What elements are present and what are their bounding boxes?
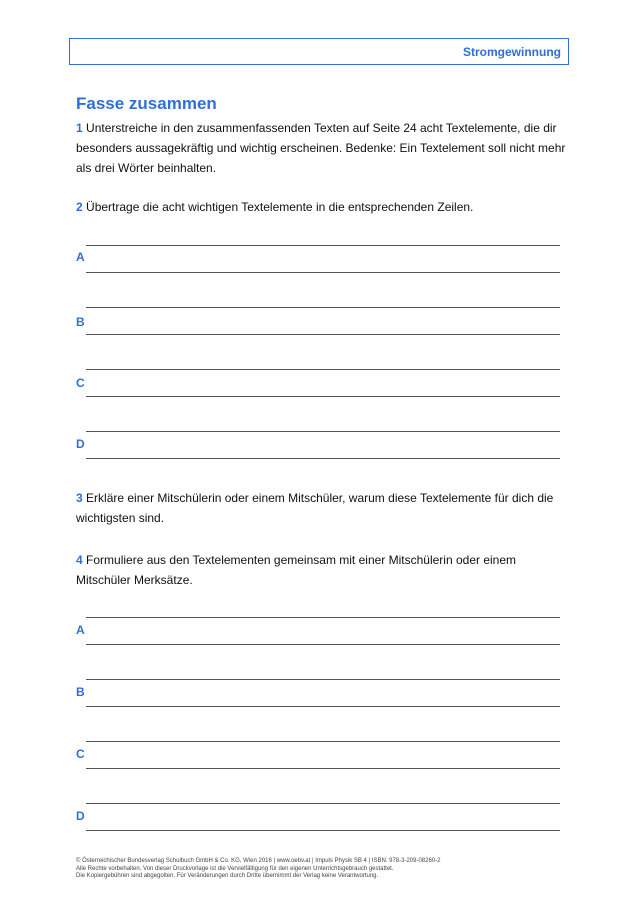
- answer-line[interactable]: [86, 768, 560, 769]
- task-2-text: Übertrage die acht wichtigen Textelemente in die entsprechenden Zeilen.: [86, 200, 474, 214]
- row-letter-c: C: [76, 376, 85, 390]
- task-1-number: 1: [76, 121, 83, 135]
- answer-line[interactable]: [86, 458, 560, 459]
- footer: [76, 858, 596, 881]
- row-letter-c: C: [76, 747, 85, 761]
- answer-line[interactable]: [86, 369, 560, 370]
- answer-line[interactable]: [86, 334, 560, 335]
- task-4-number: 4: [76, 553, 83, 567]
- topic-label: Stromgewinnung: [463, 45, 561, 59]
- answer-line[interactable]: [86, 307, 560, 308]
- task-1: [76, 118, 566, 178]
- footer-rights: Alle Rechte vorbehalten. Von dieser Druckvorlage ist die Vervielfältigung für den eigenen Unterrichtsgebrauch gestattet.: [76, 865, 394, 872]
- header-box: [69, 38, 569, 65]
- row-letter-b: B: [76, 315, 85, 329]
- footer-copyright: © Österreichischer Bundesverlag Schulbuch GmbH & Co. KG, Wien 2016 | www.oebv.at | Impuls Physik SB 4 | ISBN: 978-3-209-08260-2: [76, 858, 441, 864]
- task-4: [76, 550, 566, 590]
- answer-line[interactable]: [86, 803, 560, 804]
- answer-line[interactable]: [86, 830, 560, 831]
- answer-line[interactable]: [86, 272, 560, 273]
- row-letter-d: D: [76, 437, 85, 451]
- task-2: [76, 197, 566, 217]
- answer-line[interactable]: [86, 396, 560, 397]
- answer-line[interactable]: [86, 679, 560, 680]
- answer-line[interactable]: [86, 644, 560, 645]
- page-title: Fasse zusammen: [76, 94, 217, 113]
- row-letter-a: A: [76, 250, 85, 264]
- task-1-text: Unterstreiche in den zusammenfassenden Texten auf Seite 24 acht Textelemente, die dir besonders aussagekräftig und wichtig erscheinen. Bedenke: Ein Textelement soll nicht mehr als drei Wörter beinhalten.: [76, 121, 566, 175]
- footer-disclaimer: Die Kopiergebühren sind abgegolten. Für Veränderungen durch Dritte übernimmt der Verlag keine Verantwortung.: [76, 873, 379, 879]
- answer-line[interactable]: [86, 431, 560, 432]
- row-letter-d: D: [76, 809, 85, 823]
- answer-line[interactable]: [86, 741, 560, 742]
- answer-line[interactable]: [86, 706, 560, 707]
- answer-line[interactable]: [86, 617, 560, 618]
- row-letter-b: B: [76, 685, 85, 699]
- answer-line[interactable]: [86, 245, 560, 246]
- task-3-text: Erkläre einer Mitschülerin oder einem Mitschüler, warum diese Textelemente für dich die wichtigsten sind.: [76, 491, 554, 525]
- task-3: [76, 488, 566, 528]
- row-letter-a: A: [76, 623, 85, 637]
- task-2-number: 2: [76, 200, 83, 214]
- task-3-number: 3: [76, 491, 83, 505]
- task-4-text: Formuliere aus den Textelementen gemeinsam mit einer Mitschülerin oder einem Mitschüler Merksätze.: [76, 553, 517, 587]
